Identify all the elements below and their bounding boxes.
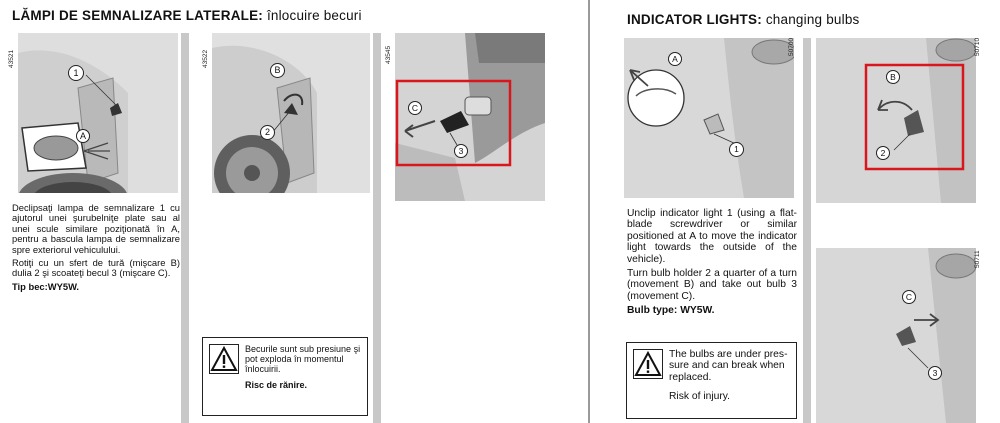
- left-instructions: [12, 203, 180, 295]
- right-paragraph-2: Turn bulb holder 2 a quarter of a turn (movement B) and take out bulb 3 (movement C).: [627, 268, 797, 302]
- page-divider: [588, 0, 590, 423]
- right-photo-2-ref: 50710: [974, 37, 981, 56]
- warning-triangle-icon: [634, 350, 662, 378]
- left-photo-2-drawing: [212, 33, 370, 193]
- right-title-sub: changing bulbs: [761, 12, 860, 27]
- right-photo-1-label-1: 1: [729, 142, 744, 157]
- right-page: [592, 0, 1000, 423]
- right-photo-2-drawing: [816, 38, 976, 203]
- left-warning-text: [245, 344, 363, 390]
- left-photo-3: [395, 33, 545, 201]
- right-paragraph-1: Unclip indicator light 1 (using a flat-blade screwdriver or similar positioned at A to move the indicator light towards the outside of the vehicle).: [627, 208, 797, 265]
- warning-triangle-icon: [210, 345, 238, 373]
- left-photo-3-label-3: 3: [454, 144, 468, 158]
- left-photo-1: [18, 33, 178, 193]
- left-title-main: LĂMPI DE SEMNALIZARE LATERALE:: [12, 8, 263, 23]
- left-page-title: [12, 8, 362, 23]
- right-title-main: INDICATOR LIGHTS:: [627, 12, 762, 27]
- left-photo-1-ref: 43521: [8, 49, 15, 68]
- left-photo-3-drawing: [395, 33, 545, 201]
- right-photo-1-label-a: A: [668, 52, 682, 66]
- left-paragraph-2: Rotiţi cu un sfert de tură (mişcare B) dulia 2 şi scoateţi becul 3 (mişcare C).: [12, 257, 180, 279]
- right-photo-3-label-c: C: [902, 290, 916, 304]
- right-warning-box: [626, 342, 797, 419]
- right-photo-1-ref: 50700: [788, 37, 795, 56]
- left-title-sub: înlocuire becuri: [263, 8, 362, 23]
- left-photo-3-label-c: C: [408, 101, 422, 115]
- right-photo-3: [816, 248, 976, 423]
- right-photo-2-label-b: B: [886, 70, 900, 84]
- right-warning-text: [669, 349, 791, 403]
- left-photo-1-label-a: A: [76, 129, 90, 143]
- left-photo-1-label-1: 1: [68, 65, 84, 81]
- right-column-divider: [803, 38, 811, 423]
- right-warning-icon-frame: [633, 349, 663, 379]
- right-photo-3-ref: 50711: [974, 250, 981, 268]
- right-instructions: [627, 208, 797, 320]
- right-bulb-type: Bulb type: WY5W.: [627, 305, 715, 317]
- left-column-divider-1: [181, 33, 189, 423]
- left-photo-2-ref: 43522: [202, 49, 209, 68]
- left-column-divider-2: [373, 33, 381, 423]
- left-photo-1-drawing: [18, 33, 178, 193]
- left-warning-icon-frame: [209, 344, 239, 374]
- right-photo-2: [816, 38, 976, 203]
- right-photo-2-label-2: 2: [876, 146, 890, 160]
- right-photo-1-drawing: [624, 38, 794, 198]
- right-warning-message: The bulbs are under pressure and can break when replaced.: [669, 349, 788, 383]
- left-paragraph-1: Declipsaţi lampa de semnalizare 1 cu ajutorul unei şurubelniţe plate sau al unei scule similare poziţionată în A, pentru a bascula lampa de semnalizare spre exteriorul vehiculului.: [12, 202, 180, 255]
- right-photo-3-label-3: 3: [928, 366, 942, 380]
- right-page-title: [627, 12, 859, 27]
- left-photo-3-ref: 43545: [385, 45, 392, 64]
- left-photo-2-label-b: B: [270, 63, 285, 78]
- right-warning-risk: Risk of injury.: [669, 391, 731, 403]
- right-photo-1: [624, 38, 794, 198]
- left-warning-risk: Risc de rănire.: [245, 380, 308, 390]
- left-warning-message: Becurile sunt sub presiune şi pot exploda în momentul înlocuirii.: [245, 344, 361, 374]
- left-photo-2-label-2: 2: [260, 125, 275, 140]
- right-photo-3-drawing: [816, 248, 976, 423]
- left-bulb-type: Tip bec:WY5W.: [12, 280, 80, 292]
- left-warning-box: [202, 337, 368, 416]
- left-photo-2: [212, 33, 370, 193]
